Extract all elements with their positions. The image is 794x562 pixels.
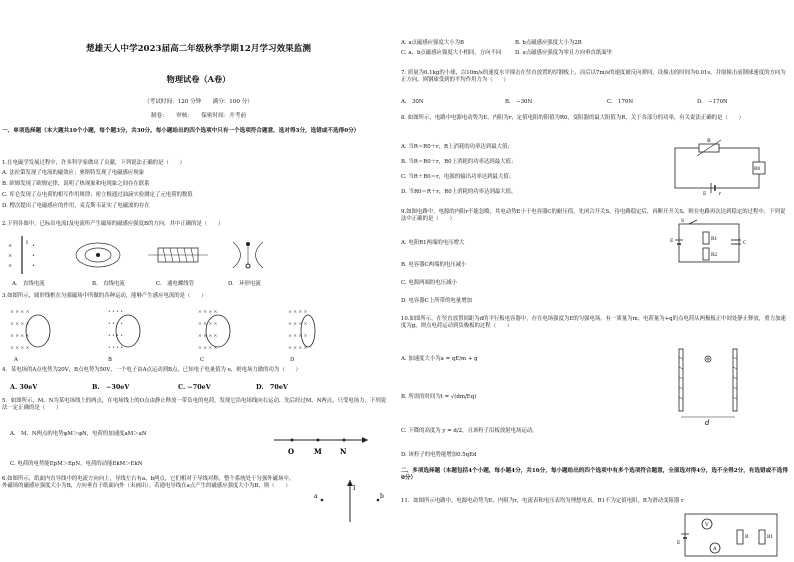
q6-option-d: D. a点磁感应强度为零且方向垂直纸面里	[515, 50, 613, 56]
q11-circuit	[677, 508, 787, 562]
q8-option-d: D. 当R0＝R＋r，R0上消耗的功率达到最大值。	[401, 189, 517, 195]
q10-plate-right	[733, 349, 737, 411]
q10-plate-left	[679, 349, 683, 411]
svg-text:× × × ×: × × × ×	[288, 310, 308, 315]
q8-stem: 8. 如图所示，电路中电源电动势为E、内阻为r，定值电阻的阻值为R0，变阻器的最大阻值为R，关于各部分的功率，有关说法正确的是（ ）	[401, 115, 744, 121]
q6-label-b: b	[380, 493, 384, 500]
q9-resistor-r1	[703, 232, 709, 244]
svg-text:×: ×	[8, 253, 13, 259]
q9-label-r2: R2	[711, 253, 718, 258]
q7-option-a: A. 30N	[401, 99, 424, 105]
q1-option-a: A. 法拉第发现了电流的磁效应；奥斯特发现了电磁感应现象	[2, 170, 145, 176]
q9-label-e: E	[670, 239, 674, 244]
q3-figures	[8, 303, 388, 355]
q10-option-c: C. 下降的高度为 y = d/2，且该粒子沿板放射电场运动。	[401, 428, 538, 434]
q11-label-r: R	[745, 535, 749, 540]
q3-figure-d	[288, 309, 315, 351]
q3-label-d: D	[290, 357, 295, 363]
q3-label-a: A	[14, 357, 18, 363]
q9-option-a: A. 电阻R1两端的电压增大	[401, 240, 465, 246]
q8-label-rr: r	[719, 192, 722, 196]
q5-point-n: N	[340, 447, 347, 456]
right-column	[397, 0, 794, 562]
q1-option-b: B. 欧姆发现了欧姆定律，说明了热现象和电现象之间存在联系	[2, 181, 150, 187]
svg-text:× × × ×: × × × ×	[288, 334, 308, 339]
q2-option-a: A. 直线电流	[12, 281, 45, 287]
exam-title: 楚雄天人中学2023届高二年级秋季学期12月学习效果监测	[86, 44, 311, 54]
q9-option-d: D. 电容器C上所带的电量增加	[401, 298, 472, 304]
svg-text:× × × ×: × × × ×	[10, 310, 30, 315]
section1-heading: 一、单项选择题（本大题共10个小题，每个题3分，共30分。每小题给出的四个选项中只有一个选项符合题意，选对得3分，选错或不选得0分）	[2, 128, 360, 134]
q5-field-line	[272, 430, 372, 458]
q8-label-e: E	[703, 192, 707, 196]
exam-time-score: （考试时间：120 分钟 满分：100 分）	[144, 99, 253, 105]
svg-text:× × × ×: × × × ×	[198, 310, 218, 315]
q9-option-c: C. 电源两端的电压减小	[401, 280, 457, 286]
q6-option-c: C. a、b点磁感应强度大小相同，方向不同	[401, 50, 502, 56]
q6-figure	[300, 478, 390, 524]
q2-figure-d	[233, 242, 263, 268]
q3-figure-c	[198, 309, 230, 351]
q4-option-a: A. 30eV	[10, 383, 38, 391]
q6-option-b: B. b点磁感应强度大小为2B	[515, 40, 582, 46]
q6-label-a: a	[314, 493, 318, 500]
q8-label-r0: R0	[754, 167, 761, 172]
q3-label-c: C	[200, 357, 205, 363]
q2-figure-a	[8, 236, 35, 274]
svg-text:× × × ×: × × × ×	[198, 334, 218, 339]
q3-figure-a	[10, 309, 50, 351]
q4-option-d: D. 70eV	[256, 383, 288, 391]
svg-text:•: •	[32, 263, 35, 269]
q11-label-v: V	[705, 522, 709, 528]
q2-figures	[8, 232, 388, 278]
svg-text:× × × ×: × × × ×	[10, 346, 30, 351]
q11-label-e: E	[677, 541, 681, 546]
q11-resistor-r	[737, 530, 743, 544]
svg-text:× × × ×: × × × ×	[10, 334, 30, 339]
svg-text:• • • •: • • • •	[108, 334, 123, 339]
q9-label-s: S	[681, 219, 685, 224]
svg-text:× × × ×: × × × ×	[288, 346, 308, 351]
q4-stem: 4．某电场的A点电势为20V，B点电势为50V，一个电子由A点运动到B点，已知电子电量值为 e，则电场力做的功为（ ）	[2, 367, 301, 373]
q2-option-b: B. 直线电流	[92, 281, 125, 287]
q11-label-a: A	[713, 546, 717, 552]
q7-stem: 7. 质量为0.1kg的小球，以10m/s的速度水平撞击在竖直放置的厚钢板上，而后以7m/s的速度被反向弹回，设撞击的时间为0.01s，并取撞击前钢球速度的方向为正方向，则钢球受到的平均作用力为（ ）	[401, 70, 786, 83]
svg-text:× × × ×: × × × ×	[198, 346, 218, 351]
section2-heading: 二、多项选择题（本题包括4个小题，每小题4分，共16分，每小题给出的四个选项中有多个选项符合题意，全部选对得4分，选不全得2分，有选错或不选得0分）	[401, 468, 788, 481]
q6-label-i: I	[353, 485, 356, 492]
q9-resistor-r2	[703, 248, 709, 260]
q11-label-r1: R1	[767, 535, 774, 540]
q7-option-b: B. −30N	[505, 99, 533, 105]
q10-label-d: d	[705, 419, 710, 427]
q5-option-c: C. 电荷的电势能EpM＞EpN，电荷的动能EkM＞EkN	[10, 461, 143, 467]
q8-option-a: A. 当R＝R0＋r，R上消耗的功率达到最大值；	[401, 144, 513, 150]
q6-stem: 6.如图所示，纸面内直导线中的电流方向向上，导线左右有a、b两点，它们相对于导线对称，整个系统处于匀强外磁场中，外磁场的磁感应强度大小为B，方向垂直于纸面向外（未画出）。若通电导线在a点产生的磁感应强度大小为B，则（ ）	[2, 476, 295, 489]
q9-label-r1: R1	[711, 237, 718, 242]
svg-text:• • • •: • • • •	[108, 322, 123, 327]
q1-option-c: C. 库仑发现了点电荷的相互作用规律；密立根通过油滴实验测定了元电荷的数值	[2, 192, 193, 198]
q5-point-m: M	[314, 447, 322, 456]
svg-text:× × × ×: × × × ×	[288, 322, 308, 327]
q9-option-b: B. 电容器C两端的电压减小	[401, 262, 467, 268]
svg-text:I: I	[26, 240, 28, 246]
q10-stem: 10.如图所示，在竖直放置间距为d的平行板电容器中，存在电场强度为E的匀强电场，有一质量为m，电荷量为+q的点电荷从两极板正中间处静止释放，重力加速度为g，则点电荷运动到负极板的过程（ ）	[401, 316, 786, 329]
svg-text:×: ×	[8, 243, 13, 249]
q2-option-d: D. 环形电流	[228, 281, 261, 287]
exam-makers: 制卷： 审核： 保密时间：开考前	[150, 113, 247, 119]
svg-text:•: •	[32, 253, 35, 259]
q8-circuit	[667, 138, 767, 196]
q2-figure-c	[148, 248, 208, 262]
q10-capacitor	[675, 345, 745, 427]
q1-stem: 1.在电磁学发展过程中，许多科学家做出了贡献，下列说法正确的是（ ）	[2, 160, 186, 166]
q3-stem: 3.如图所示，圆形线框在匀强磁场中所做的各种运动，能够产生感应电流的是（ ）	[2, 293, 207, 299]
q9-stem: 9.如图电路中，电源的内阻r不能忽略，其电动势E小于电容器C的耐压值，先闭合开关S，待电路稳定后，再断开开关S，则在电路再次达到稳定的过程中，下列说法中正确的是（ ）	[401, 209, 786, 222]
q9-circuit	[669, 218, 749, 266]
q2-option-c: C. 通电螺线管	[156, 281, 194, 287]
svg-text:× × × ×: × × × ×	[198, 322, 218, 327]
q3-figure-b	[108, 310, 140, 351]
q9-label-c: C	[743, 241, 747, 246]
q5-stem: 5．如图所示，M、N为某电场线上的两点，在电场线上的O点由静止释放一带负电的电荷，发现它沿电场线向右运动，先后经过M、N两点，只受电场力，下列说法一定正确的是（ ）	[2, 398, 387, 411]
q4-option-c: C. −70eV	[178, 383, 211, 391]
q7-option-c: C. 170N	[607, 99, 634, 105]
q4-option-b: B. −30eV	[92, 383, 130, 391]
svg-text:•: •	[32, 243, 35, 249]
svg-text:• • • •: • • • •	[108, 346, 123, 351]
q10-option-d: D. 该粒子的电势能增加0.5qEd	[401, 452, 477, 458]
svg-text:× × × ×: × × × ×	[10, 322, 30, 327]
q2-figure-b	[76, 243, 120, 267]
q5-option-a: A. M、N两点的电势φM＞φN，电荷的加速度aM＞aN	[10, 431, 147, 437]
svg-text:• • • •: • • • •	[108, 310, 123, 315]
q10-option-a: A. 加速度大小为a = qE/m + g	[401, 356, 478, 362]
q8-label-r: R	[707, 138, 711, 144]
q10-option-b: B. 所需的时间为t = √(dm/Eq)	[401, 394, 477, 400]
q7-option-d: D. −170N	[697, 99, 728, 105]
q1-option-d: D. 楞次提出了电磁感应的作用，麦克斯韦证实了电磁波的存在	[2, 203, 150, 209]
svg-text:×: ×	[8, 263, 13, 269]
exam-subtitle: 物理试卷（A卷）	[166, 74, 231, 84]
q8-option-b: B. 当R＝R0＋r，R0上消耗的功率达到最大值；	[401, 159, 517, 165]
q3-label-b: B	[108, 357, 112, 363]
q5-point-o: O	[288, 447, 295, 456]
q6-option-a: A. a点磁感应强度大小为B	[401, 40, 465, 46]
q11-resistor-r1	[759, 530, 765, 544]
q2-stem: 2.下列各图中，已标出电流I及电流所产生磁场的磁感应强度B的方向，其中正确的是（ ）	[2, 221, 224, 227]
q8-option-c: C. 当R＋R0＝r，电源的输出功率达到最大值；	[401, 174, 515, 180]
q11-stem: 11．如图所示电路中，电源电动势为E，内阻为r，电流表和电压表均为理想电表，R1不为定值电阻，R为滑动变阻器 r	[401, 498, 684, 504]
